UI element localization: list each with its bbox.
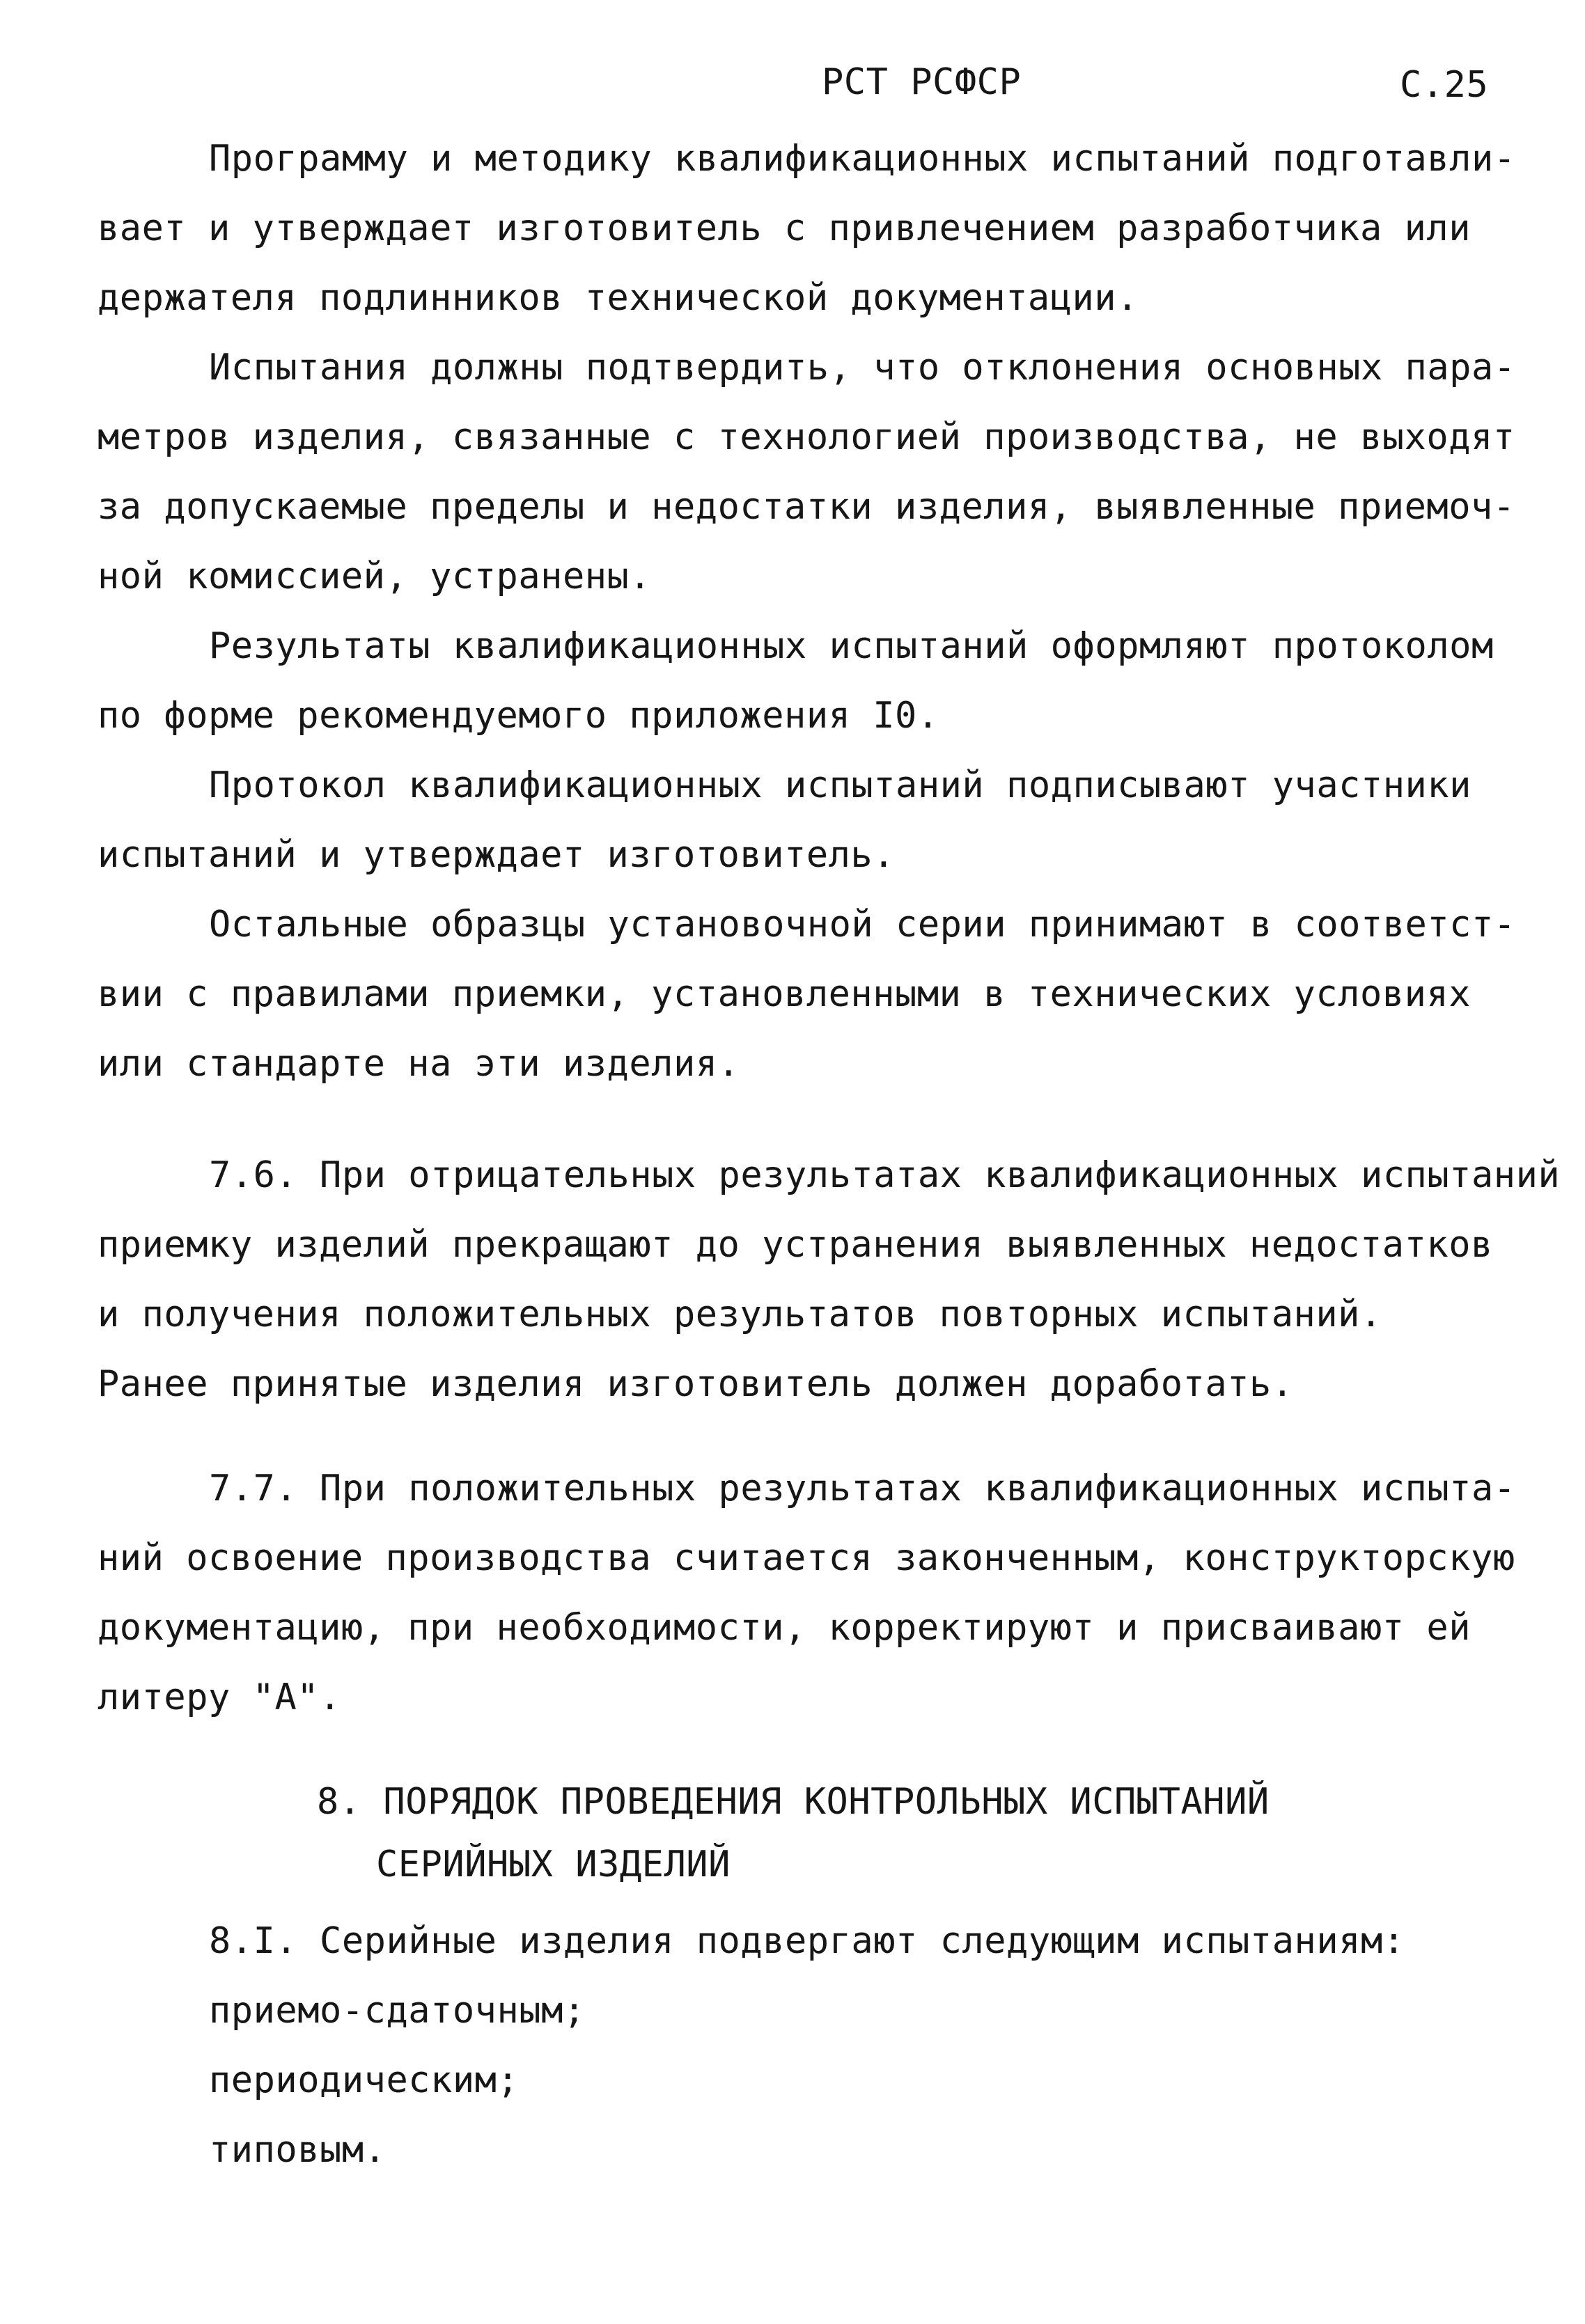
paragraph-3-line-2: по форме рекомендуемого приложения I0. <box>97 695 939 737</box>
section-8-1-line-1: 8.I. Серийные изделия подвергают следующим испытаниям: <box>209 1920 1405 1962</box>
section-7-6-line-1: 7.6. При отрицательных результатах квалификационных испытаний <box>209 1154 1561 1196</box>
paragraph-4-line-2: испытаний и утверждает изготовитель. <box>97 834 896 876</box>
paragraph-5-line-1: Остальные образцы установочной серии принимают в соответст- <box>209 904 1516 945</box>
paragraph-4-line-1: Протокол квалификационных испытаний подписывают участники <box>209 764 1471 806</box>
paragraph-1-line-3: держателя подлинников технической документации. <box>97 277 1139 319</box>
section-7-7-line-4: литеру "А". <box>97 1677 341 1718</box>
list-item-periodic: периодическим; <box>209 2059 520 2101</box>
section-7-6-line-2: приемку изделий прекращают до устранения выявленных недостатков <box>97 1224 1493 1266</box>
paragraph-2-line-1: Испытания должны подтвердить, что отклонения основных пара- <box>209 347 1516 388</box>
paragraph-5-line-2: вии с правилами приемки, установленными в технических условиях <box>97 973 1471 1015</box>
paragraph-5-line-3: или стандарте на эти изделия. <box>97 1043 740 1085</box>
paragraph-1-line-2: вает и утверждает изготовитель с привлечением разработчика или <box>97 207 1471 249</box>
section-7-7-line-2: ний освоение производства считается законченным, конструкторскую <box>97 1537 1515 1579</box>
paragraph-2-line-4: ной комиссией, устранены. <box>97 556 652 597</box>
section-7-7-line-3: документацию, при необходимости, корректируют и присваивают ей <box>97 1607 1471 1649</box>
section-7-6-line-4: Ранее принятые изделия изготовитель должен доработать. <box>97 1363 1294 1405</box>
section-8-heading-line-2: СЕРИЙНЫХ ИЗДЕЛИЙ <box>376 1844 731 1885</box>
paragraph-3-line-1: Результаты квалификационных испытаний оформляют протоколом <box>209 625 1494 667</box>
section-7-6-line-3: и получения положительных результатов повторных испытаний. <box>97 1294 1382 1335</box>
header-title: РСТ РСФСР <box>822 61 1022 103</box>
list-item-acceptance: приемо-сдаточным; <box>209 1990 586 2032</box>
section-8-heading-line-1: 8. ПОРЯДОК ПРОВЕДЕНИЯ КОНТРОЛЬНЫХ ИСПЫТАНИЙ <box>317 1781 1270 1823</box>
paragraph-1-line-1: Программу и методику квалификационных испытаний подготавли- <box>209 138 1516 180</box>
list-item-type: типовым. <box>209 2129 387 2171</box>
section-7-7-line-1: 7.7. При положительных результатах квалификационных испыта- <box>209 1468 1516 1509</box>
page-number: С.25 <box>1400 64 1489 106</box>
paragraph-2-line-2: метров изделия, связанные с технологией производства, не выходят <box>97 416 1515 458</box>
paragraph-2-line-3: за допускаемые пределы и недостатки изделия, выявленные приемоч- <box>97 486 1515 528</box>
